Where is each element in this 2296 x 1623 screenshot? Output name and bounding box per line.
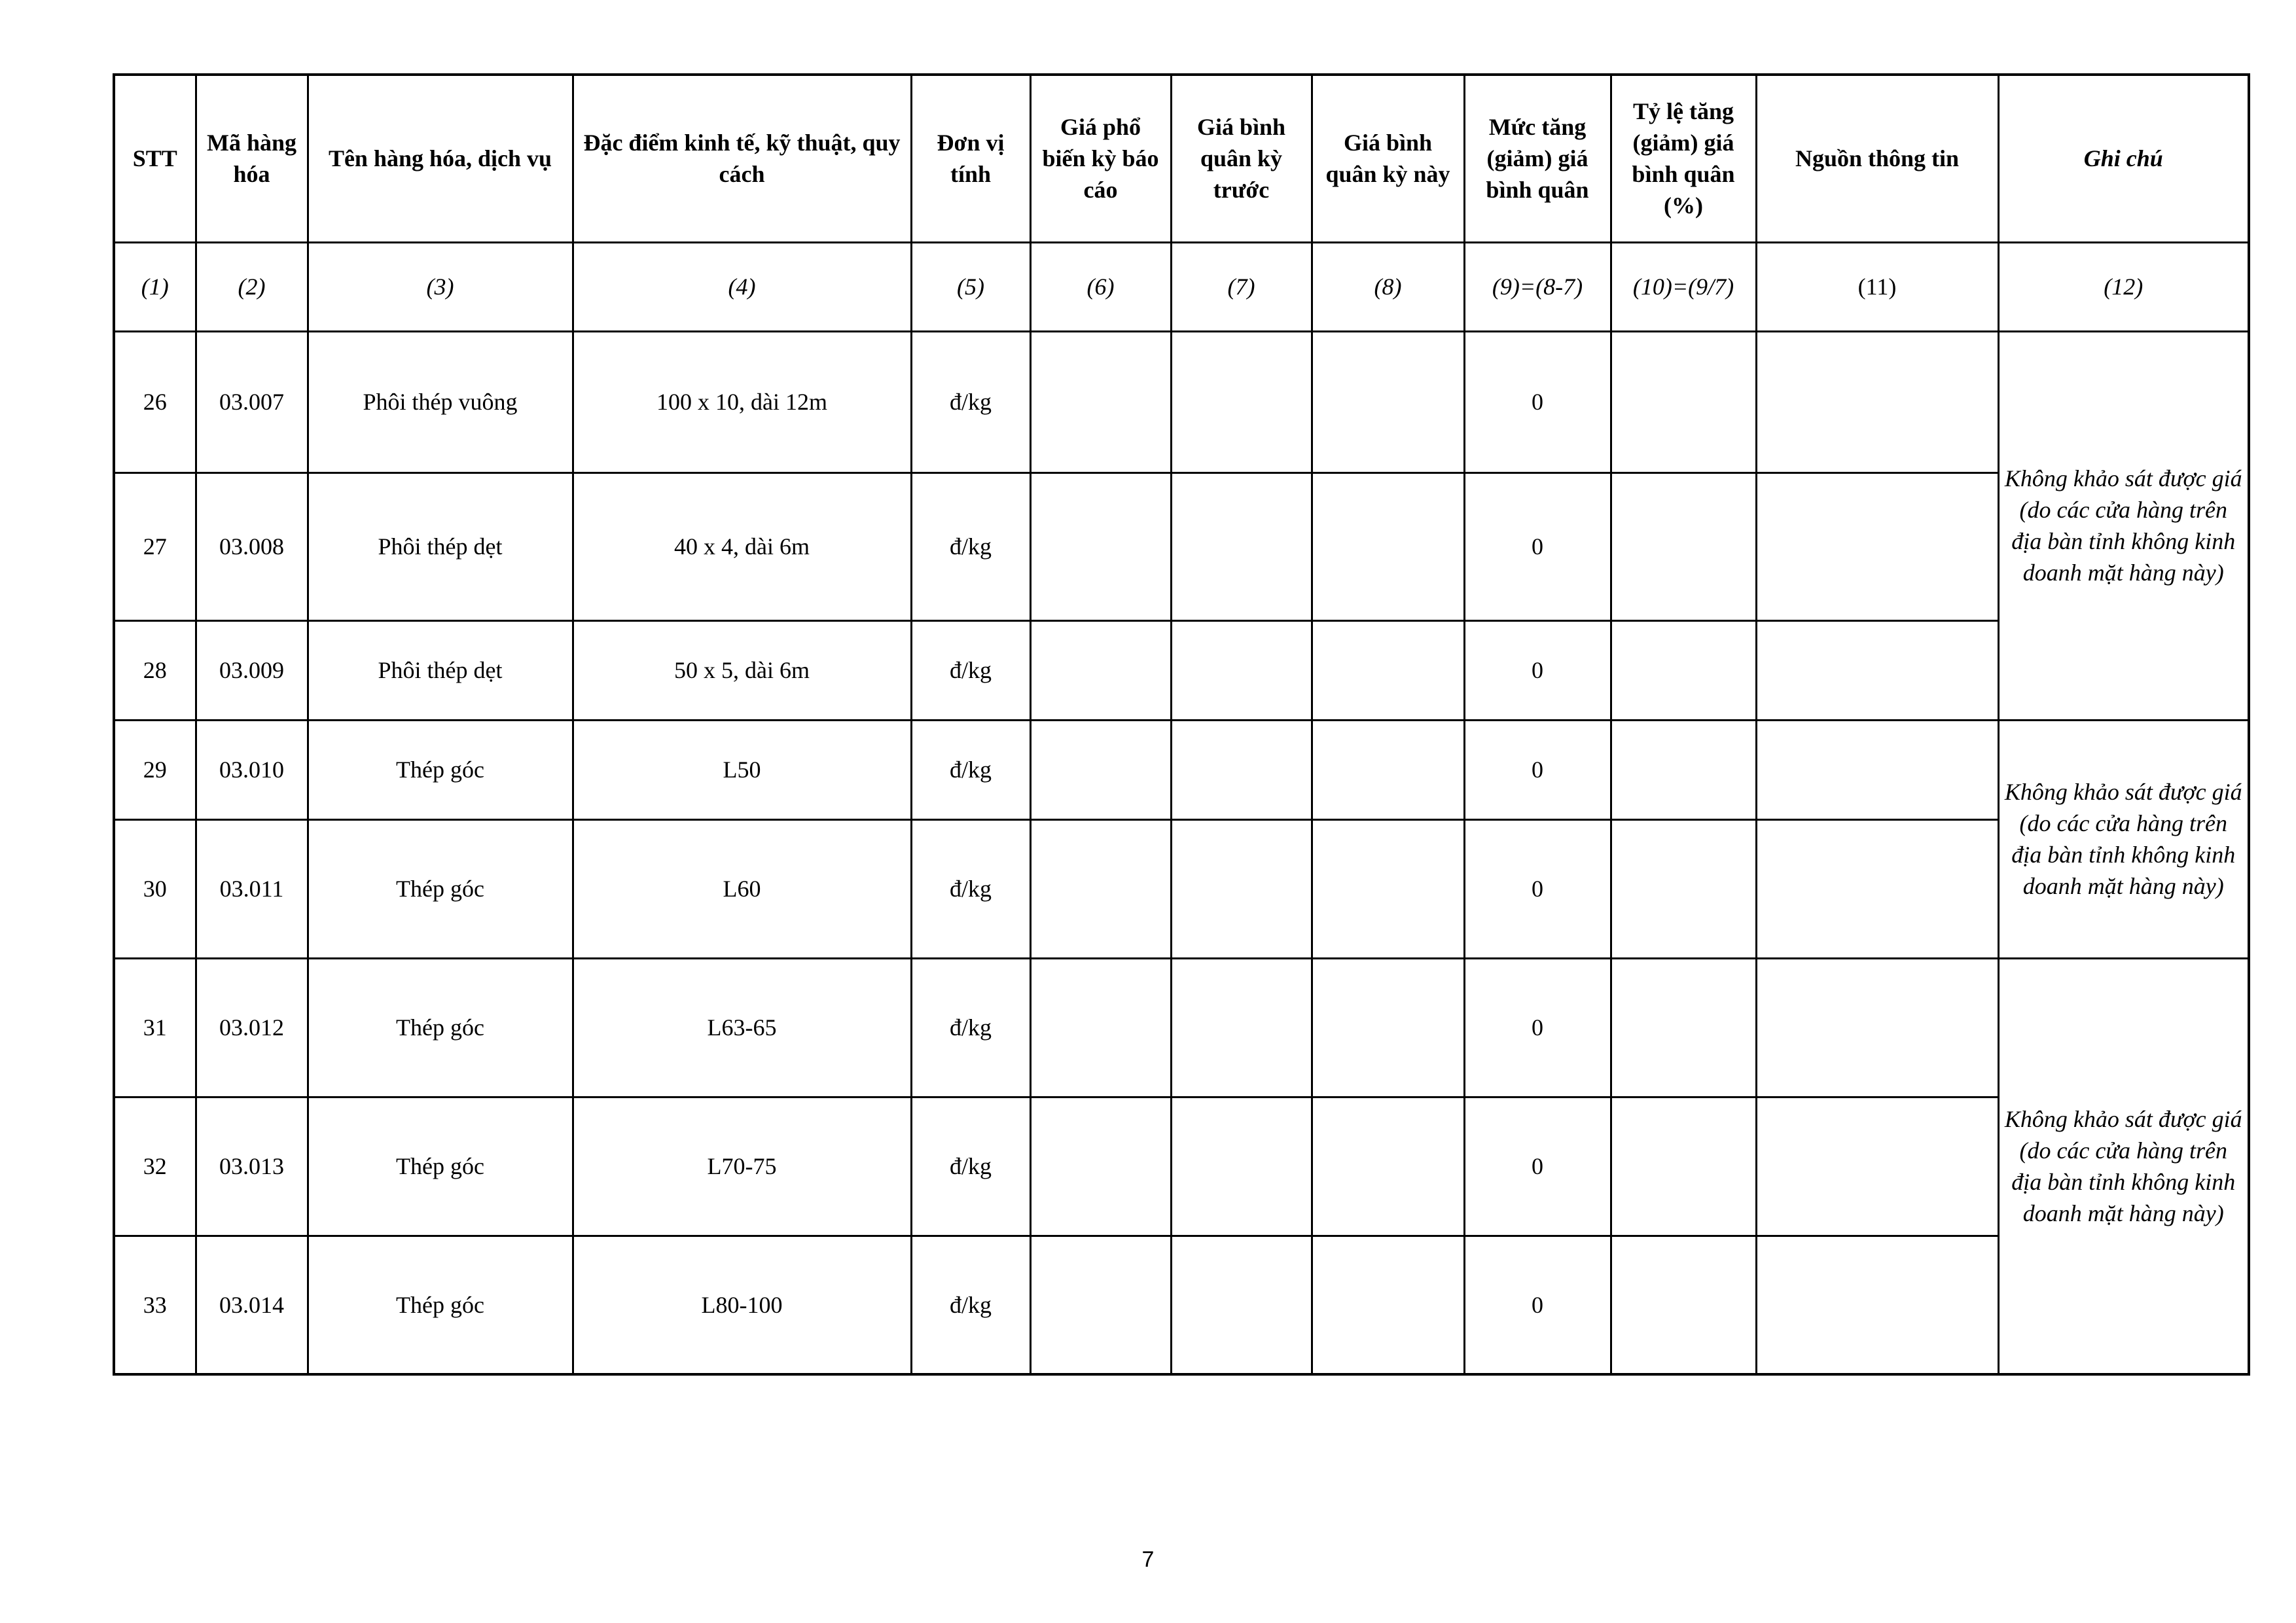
column-number: (2)	[196, 242, 308, 331]
row-spec: L60	[573, 819, 911, 958]
row-name: Thép góc	[308, 819, 573, 958]
row-stt: 31	[114, 958, 196, 1097]
row-code: 03.012	[196, 958, 308, 1097]
table-row	[114, 1236, 2249, 1374]
row-note: Không khảo sát được giá (do các cửa hàng trên địa bàn tỉnh không kinh doanh mặt hàng này)	[1998, 958, 2249, 1374]
table-header-row	[114, 75, 2249, 242]
row-spec: 100 x 10, dài 12m	[573, 331, 911, 473]
column-number: (1)	[114, 242, 196, 331]
row-spec: 50 x 5, dài 6m	[573, 620, 911, 720]
column-number: (10)=(9/7)	[1611, 242, 1756, 331]
row-change-rate	[1611, 1236, 1756, 1374]
header-common-price: Giá phổ biến kỳ báo cáo	[1030, 75, 1171, 242]
row-change-amount: 0	[1464, 720, 1611, 819]
row-unit: đ/kg	[911, 1236, 1030, 1374]
row-spec: L70-75	[573, 1097, 911, 1236]
row-common-price	[1030, 473, 1171, 620]
header-note: Ghi chú	[1998, 75, 2249, 242]
row-stt: 27	[114, 473, 196, 620]
row-stt: 30	[114, 819, 196, 958]
row-curr-avg-price	[1312, 473, 1464, 620]
row-unit: đ/kg	[911, 720, 1030, 819]
row-code: 03.007	[196, 331, 308, 473]
row-code: 03.009	[196, 620, 308, 720]
column-number: (6)	[1030, 242, 1171, 331]
row-stt: 32	[114, 1097, 196, 1236]
row-unit: đ/kg	[911, 958, 1030, 1097]
row-change-amount: 0	[1464, 819, 1611, 958]
row-change-amount: 0	[1464, 620, 1611, 720]
row-curr-avg-price	[1312, 1097, 1464, 1236]
column-number-row	[114, 242, 2249, 331]
row-common-price	[1030, 720, 1171, 819]
row-code: 03.011	[196, 819, 308, 958]
row-name: Thép góc	[308, 1236, 573, 1374]
table-row	[114, 473, 2249, 620]
header-change-amount: Mức tăng (giảm) giá bình quân	[1464, 75, 1611, 242]
row-change-amount: 0	[1464, 473, 1611, 620]
header-code: Mã hàng hóa	[196, 75, 308, 242]
row-unit: đ/kg	[911, 1097, 1030, 1236]
row-change-rate	[1611, 1097, 1756, 1236]
row-spec: 40 x 4, dài 6m	[573, 473, 911, 620]
row-spec: L80-100	[573, 1236, 911, 1374]
row-change-rate	[1611, 720, 1756, 819]
table-row	[114, 1097, 2249, 1236]
row-note: Không khảo sát được giá (do các cửa hàng trên địa bàn tỉnh không kinh doanh mặt hàng này)	[1998, 331, 2249, 720]
row-source	[1756, 720, 1998, 819]
row-source	[1756, 819, 1998, 958]
row-prev-avg-price	[1171, 620, 1312, 720]
column-number: (7)	[1171, 242, 1312, 331]
table-row	[114, 958, 2249, 1097]
row-curr-avg-price	[1312, 620, 1464, 720]
row-prev-avg-price	[1171, 819, 1312, 958]
header-source: Nguồn thông tin	[1756, 75, 1998, 242]
row-curr-avg-price	[1312, 819, 1464, 958]
row-prev-avg-price	[1171, 720, 1312, 819]
row-change-rate	[1611, 620, 1756, 720]
column-number: (8)	[1312, 242, 1464, 331]
header-name: Tên hàng hóa, dịch vụ	[308, 75, 573, 242]
row-source	[1756, 958, 1998, 1097]
row-source	[1756, 620, 1998, 720]
column-number: (12)	[1998, 242, 2249, 331]
row-unit: đ/kg	[911, 331, 1030, 473]
header-curr-avg-price: Giá bình quân kỳ này	[1312, 75, 1464, 242]
row-common-price	[1030, 620, 1171, 720]
row-spec: L63-65	[573, 958, 911, 1097]
header-prev-avg-price: Giá bình quân kỳ trước	[1171, 75, 1312, 242]
row-change-amount: 0	[1464, 331, 1611, 473]
row-source	[1756, 1097, 1998, 1236]
table-row	[114, 331, 2249, 473]
row-change-rate	[1611, 331, 1756, 473]
row-name: Thép góc	[308, 958, 573, 1097]
row-change-rate	[1611, 819, 1756, 958]
row-name: Phôi thép vuông	[308, 331, 573, 473]
row-source	[1756, 473, 1998, 620]
row-stt: 29	[114, 720, 196, 819]
column-number: (11)	[1756, 242, 1998, 331]
row-stt: 28	[114, 620, 196, 720]
row-code: 03.014	[196, 1236, 308, 1374]
row-name: Phôi thép dẹt	[308, 473, 573, 620]
price-table	[113, 73, 2250, 1376]
table-row	[114, 720, 2249, 819]
row-unit: đ/kg	[911, 473, 1030, 620]
column-number: (3)	[308, 242, 573, 331]
row-curr-avg-price	[1312, 958, 1464, 1097]
header-unit: Đơn vị tính	[911, 75, 1030, 242]
header-stt: STT	[114, 75, 196, 242]
row-prev-avg-price	[1171, 331, 1312, 473]
row-code: 03.008	[196, 473, 308, 620]
row-unit: đ/kg	[911, 620, 1030, 720]
column-number: (5)	[911, 242, 1030, 331]
row-prev-avg-price	[1171, 1097, 1312, 1236]
table-row	[114, 819, 2249, 958]
row-prev-avg-price	[1171, 1236, 1312, 1374]
row-code: 03.010	[196, 720, 308, 819]
row-common-price	[1030, 331, 1171, 473]
row-change-amount: 0	[1464, 1236, 1611, 1374]
row-name: Thép góc	[308, 1097, 573, 1236]
column-number: (4)	[573, 242, 911, 331]
row-unit: đ/kg	[911, 819, 1030, 958]
row-source	[1756, 331, 1998, 473]
row-common-price	[1030, 1097, 1171, 1236]
row-prev-avg-price	[1171, 473, 1312, 620]
row-code: 03.013	[196, 1097, 308, 1236]
row-stt: 26	[114, 331, 196, 473]
header-change-rate: Tỷ lệ tăng (giảm) giá bình quân (%)	[1611, 75, 1756, 242]
row-common-price	[1030, 1236, 1171, 1374]
page-number: 7	[1141, 1547, 1155, 1572]
row-change-rate	[1611, 958, 1756, 1097]
row-prev-avg-price	[1171, 958, 1312, 1097]
table-row	[114, 620, 2249, 720]
row-name: Phôi thép dẹt	[308, 620, 573, 720]
row-note: Không khảo sát được giá (do các cửa hàng trên địa bàn tỉnh không kinh doanh mặt hàng này)	[1998, 720, 2249, 958]
column-number: (9)=(8-7)	[1464, 242, 1611, 331]
row-change-amount: 0	[1464, 1097, 1611, 1236]
row-stt: 33	[114, 1236, 196, 1374]
row-change-amount: 0	[1464, 958, 1611, 1097]
row-source	[1756, 1236, 1998, 1374]
row-common-price	[1030, 958, 1171, 1097]
row-curr-avg-price	[1312, 1236, 1464, 1374]
row-change-rate	[1611, 473, 1756, 620]
row-curr-avg-price	[1312, 331, 1464, 473]
header-spec: Đặc điểm kinh tế, kỹ thuật, quy cách	[573, 75, 911, 242]
row-name: Thép góc	[308, 720, 573, 819]
row-common-price	[1030, 819, 1171, 958]
row-curr-avg-price	[1312, 720, 1464, 819]
row-spec: L50	[573, 720, 911, 819]
